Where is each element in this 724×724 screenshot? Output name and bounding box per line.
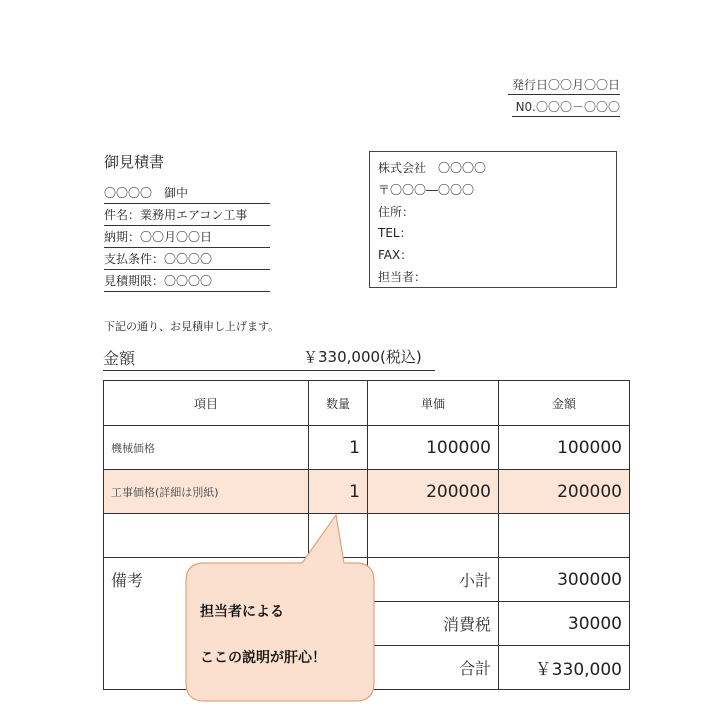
company-info-box	[369, 151, 617, 288]
company-name: 株式会社 〇〇〇〇	[378, 161, 487, 175]
header-item: 項目	[104, 381, 309, 426]
document-title: 御見積書	[104, 153, 165, 171]
issue-date: 発行日〇〇月〇〇日	[508, 76, 620, 95]
row-amount: 100000	[499, 426, 630, 470]
row-amount: 200000	[499, 470, 630, 514]
tax-value: 30000	[499, 602, 630, 646]
row-price: 200000	[368, 470, 499, 514]
callout-text-line1: 担当者による	[200, 604, 284, 620]
total-label: 合計	[368, 646, 499, 690]
header-amount: 金額	[499, 381, 630, 426]
table-row	[104, 426, 630, 470]
table-row	[104, 470, 630, 514]
remarks-cell: 備考	[104, 558, 368, 690]
company-address: 住所：	[378, 204, 415, 219]
row-price: 100000	[368, 426, 499, 470]
company-fax: FAX：	[378, 248, 413, 263]
client-name: 〇〇〇〇 御中	[104, 184, 270, 204]
company-contact: 担当者：	[378, 269, 427, 284]
amount-value: ￥330,000(税込)	[303, 348, 422, 366]
document-number: N0.〇〇〇－〇〇〇	[512, 98, 620, 117]
company-tel: TEL：	[378, 226, 412, 241]
callout-text-line2: ここの説明が肝心！	[200, 650, 326, 666]
amount-label: 金額	[103, 349, 136, 368]
quote-expiry-field: 見積期限：〇〇〇〇	[104, 272, 270, 292]
table-header-row	[104, 381, 630, 426]
payment-terms-field: 支払条件：〇〇〇〇	[104, 250, 270, 270]
delivery-date-field: 納期：〇〇月〇〇日	[104, 228, 270, 248]
header-price: 単価	[368, 381, 499, 426]
total-value: ￥330,000	[499, 646, 630, 690]
row-item: 工事価格(詳細は別紙)	[104, 470, 309, 514]
subject-field: 件名：業務用エアコン工事	[104, 206, 270, 226]
tax-label: 消費税	[368, 602, 499, 646]
total-amount-row	[103, 346, 435, 371]
company-postal: 〒〇〇〇―〇〇〇	[378, 182, 475, 197]
subtotal-label: 小計	[368, 558, 499, 602]
header-qty: 数量	[309, 381, 368, 426]
row-item: 機械価格	[104, 426, 309, 470]
intro-text: 下記の通り、お見積申し上げます。	[104, 320, 280, 333]
row-qty: 1	[309, 470, 368, 514]
subtotal-value: 300000	[499, 558, 630, 602]
row-qty: 1	[309, 426, 368, 470]
